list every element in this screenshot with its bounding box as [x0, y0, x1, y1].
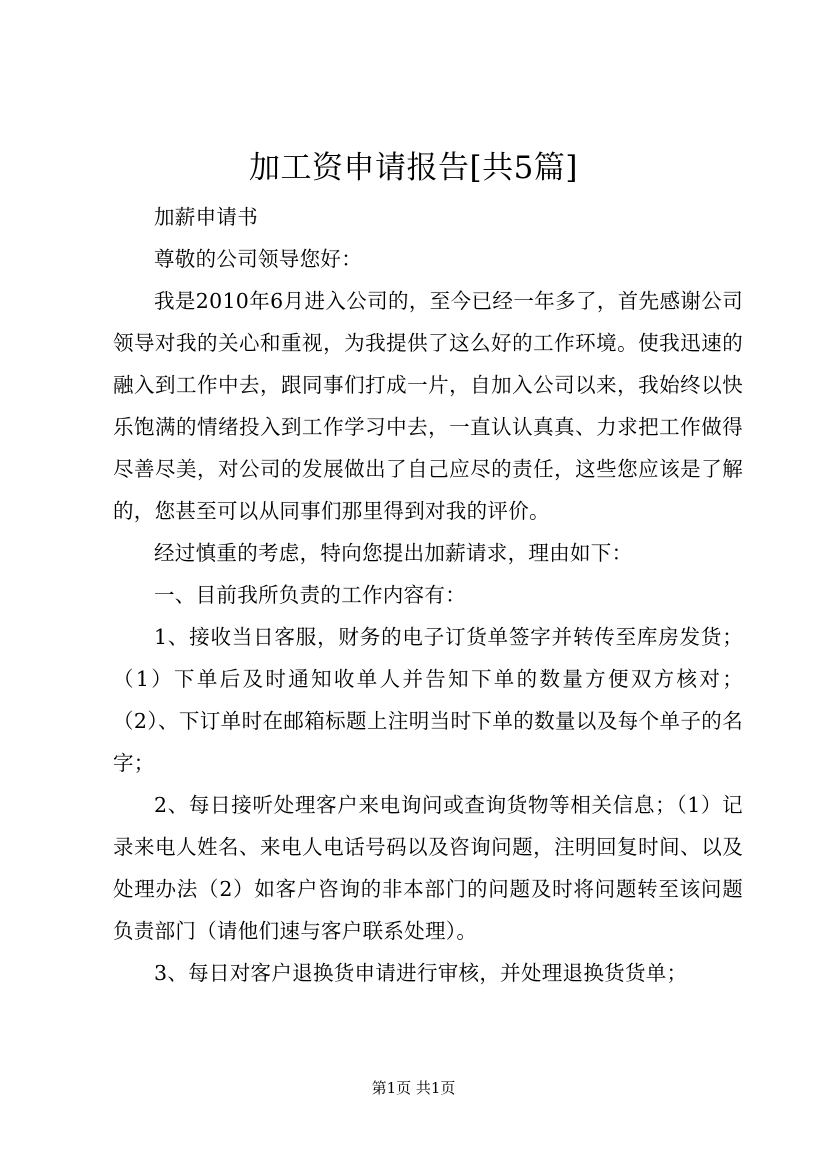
paragraph-item-one: 1、接收当日客服，财务的电子订货单签字并转传至库房发货；（1）下单后及时通知收单人并告知下单的数量方便双方核对；（2）、下订单时在邮箱标题上注明当时下单的数量以及每个单子的名字；: [113, 625, 743, 775]
paragraph-introduction: 我是2010年6月进入公司的，至今已经一年多了，首先感谢公司领导对我的关心和重视，为我提供了这么好的工作环境。使我迅速的融入到工作中去，跟同事们打成一片，自加入公司以来，我始终以快乐饱满的情绪投入到工作学习中去，一直认认真真、力求把工作做得尽善尽美，对公司的发展做出了自己应尽的责任，这些您应该是了解的，您甚至可以从同事们那里得到对我的评价。: [113, 289, 743, 523]
paragraph-request: 经过慎重的考虑，特向您提出加薪请求，理由如下：: [154, 541, 633, 565]
paragraph-item-three: 3、每日对客户退换货申请进行审核，并处理退换货货单；: [154, 961, 688, 985]
document-title: 加工资申请报告[共5篇]: [249, 150, 578, 186]
paragraph-section-one: 一、目前我所负责的工作内容有：: [154, 583, 466, 607]
paragraph-item-two: 2、每日接听处理客户来电询问或查询货物等相关信息；（1）记录来电人姓名、来电人电话号码以及咨询问题，注明回复时间、以及处理办法（2）如客户咨询的非本部门的问题及时将问题转至该问题负责部门（请他们速与客户联系处理）。: [113, 793, 743, 943]
paragraph-heading: 加薪申请书: [154, 205, 258, 229]
paragraph-greeting: 尊敬的公司领导您好：: [154, 247, 362, 271]
document-body: [113, 196, 743, 994]
page-footer: 第1页 共1页: [371, 1079, 456, 1097]
